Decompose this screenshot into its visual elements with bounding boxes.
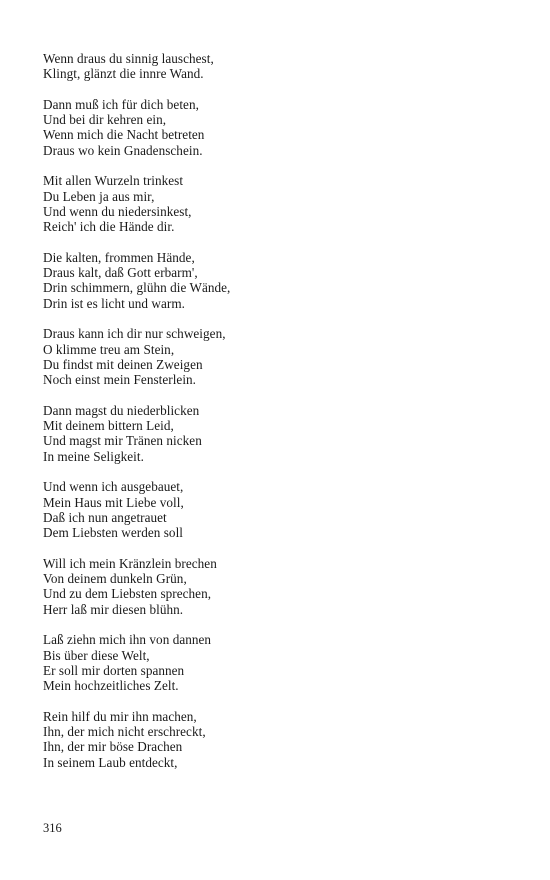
poem-line: Dann muß ich für dich beten, (43, 96, 199, 112)
stanza (43, 632, 513, 693)
stanza (43, 97, 513, 158)
poem-line: Drin schimmern, glühn die Wände, (43, 280, 231, 296)
page-number: 316 (43, 821, 62, 835)
stanza (43, 479, 513, 540)
poem-line: Mein hochzeitliches Zelt. (43, 678, 179, 694)
stanza (43, 51, 513, 82)
poem-line: Und bei dir kehren ein, (43, 112, 167, 128)
stanza (43, 709, 513, 770)
poem-line: Draus kann ich dir nur schweigen, (43, 326, 226, 342)
poem-line: In meine Seligkeit. (43, 448, 144, 464)
poem-line: Von deinem dunkeln Grün, (43, 571, 187, 587)
poem-line: Dann magst du niederblicken (43, 402, 200, 418)
stanza (43, 326, 513, 387)
poem-line: Und zu dem Liebsten sprechen, (43, 586, 212, 602)
poem-line: Du Leben ja aus mir, (43, 188, 155, 204)
poem-line: Mit allen Wurzeln trinkest (43, 173, 184, 189)
poem-line: Ihn, der mir böse Drachen (43, 739, 183, 755)
poem-line: Mein Haus mit Liebe voll, (43, 494, 184, 510)
poem-line: Bis über diese Welt, (43, 647, 150, 663)
poem-line: Daß ich nun angetrauet (43, 509, 167, 525)
poem-line: Noch einst mein Fensterlein. (43, 372, 197, 388)
poem-line: Wenn draus du sinnig lauschest, (43, 51, 214, 66)
poem-line: Herr laß mir diesen blühn. (43, 601, 184, 617)
poem-line: O klimme treu am Stein, (43, 341, 175, 357)
stanza (43, 173, 513, 234)
poem-line: Rein hilf du mir ihn machen, (43, 708, 197, 724)
poem-text (43, 51, 513, 785)
poem-line: Will ich mein Kränzlein brechen (43, 555, 217, 571)
poem-line: Drin ist es licht und warm. (43, 295, 185, 311)
poem-line: Er soll mir dorten spannen (43, 662, 185, 678)
poem-line: In seinem Laub entdeckt, (43, 754, 178, 770)
poem-line: Mit deinem bittern Leid, (43, 418, 174, 434)
poem-line: Wenn mich die Nacht betreten (43, 127, 205, 143)
poem-line: Die kalten, frommen Hände, (43, 249, 195, 265)
stanza (43, 556, 513, 617)
poem-line: Draus wo kein Gnadenschein. (43, 142, 203, 158)
poem-line: Dem Liebsten werden soll (43, 525, 183, 541)
stanza (43, 250, 513, 311)
stanza (43, 403, 513, 464)
poem-line: Du findst mit deinen Zweigen (43, 356, 203, 372)
poem-line: Klingt, glänzt die innre Wand. (43, 66, 204, 82)
poem-line: Laß ziehn mich ihn von dannen (43, 632, 212, 648)
poem-line: Draus kalt, daß Gott erbarm', (43, 265, 198, 281)
poem-line: Und wenn ich ausgebauet, (43, 479, 184, 495)
poem-line: Ihn, der mich nicht erschreckt, (43, 724, 206, 740)
poem-line: Und wenn du niedersinkest, (43, 203, 192, 219)
poem-line: Reich' ich die Hände dir. (43, 219, 175, 235)
poem-line: Und magst mir Tränen nicken (43, 433, 202, 449)
